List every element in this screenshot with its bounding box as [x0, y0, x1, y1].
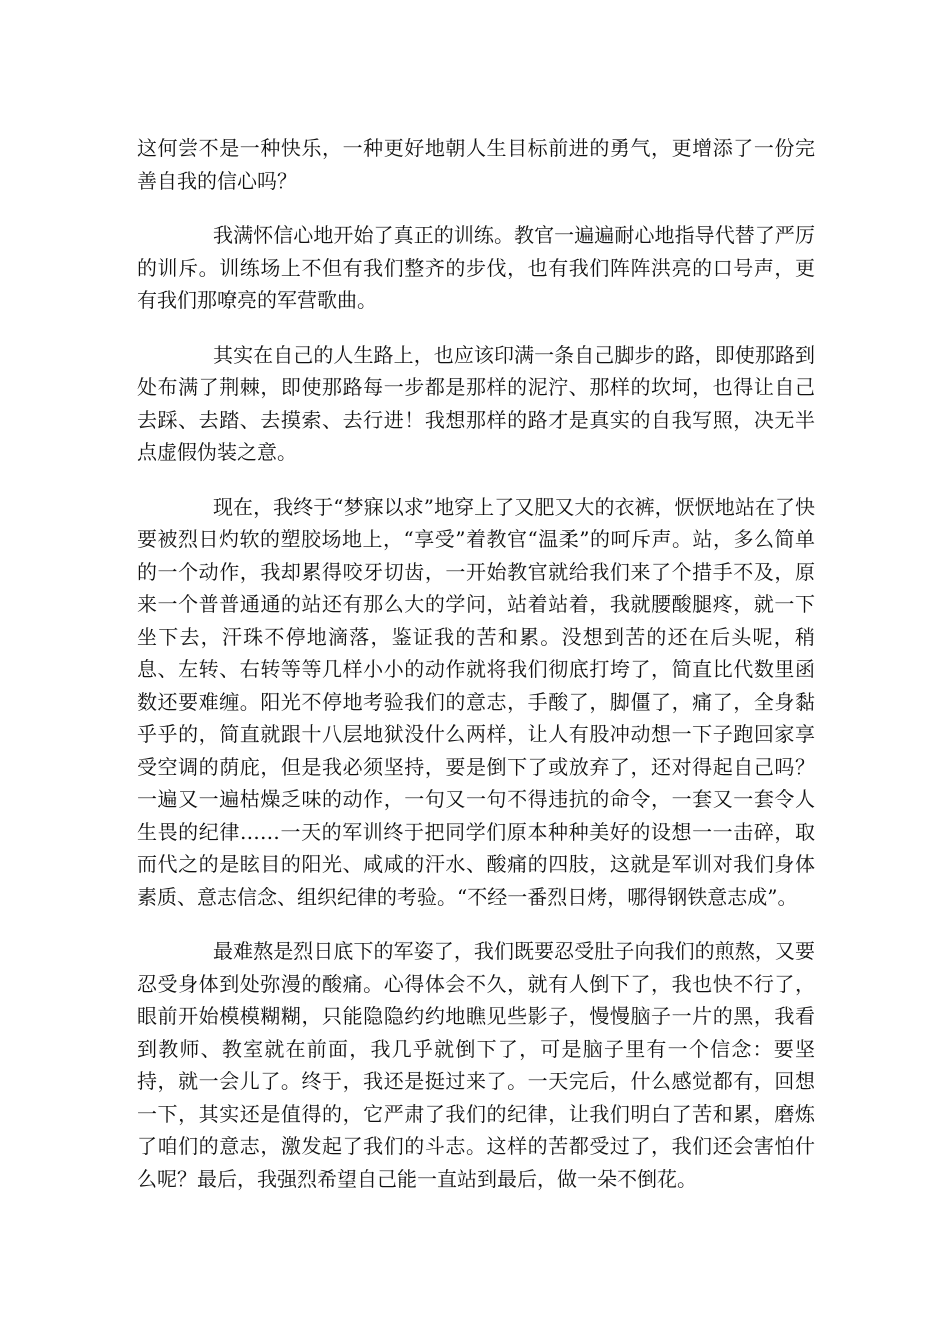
paragraph-3: 其实在自己的人生路上，也应该印满一条自己脚步的路，即使那路到处布满了荆棘，即使那路每一步都是那样的泥泞、那样的坎坷，也得让自己去踩、去踏、去摸索、去行进！我想那样的路才是真实的自我写照，决无半点虚假伪装之意。 — [137, 342, 815, 464]
paragraph-4: 现在，我终于“梦寐以求”地穿上了又肥又大的衣裤，恹恹地站在了快要被烈日灼软的塑胶场地上，“享受”着教官“温柔”的呵斥声。站，多么简单的一个动作，我却累得咬牙切齿，一开始教官就给我们来了个措手不及，原来一个普普通通的站还有那么大的学问，站着站着，我就腰酸腿疼，就一下坐下去，汗珠不停地滴落，鉴证我的苦和累。没想到苦的还在后头呢，稍息、左转、右转等等几样小小的动作就将我们彻底打垮了，简直比代数里函数还要难缠。阳光不停地考验我们的意志，手酸了，脚僵了，痛了，全身黏乎乎的，简直就跟十八层地狱没什么两样，让人有股冲动想一下子跑回家享受空调的荫庇，但是我必须坚持，要是倒下了或放弃了，还对得起自己吗？一遍又一遍枯燥乏味的动作，一句又一句不得违抗的命令，一套又一套令人生畏的纪律……一天的军训终于把同学们原本种种美好的设想一一击碎，取而代之的是眩目的阳光、咸咸的汗水、酸痛的四肢，这就是军训对我们身体素质、意志信念、组织纪律的考验。“不经一番烈日烤，哪得钢铁意志成”。 — [137, 494, 815, 909]
document-page — [137, 132, 815, 1195]
paragraph-2: 我满怀信心地开始了真正的训练。教官一遍遍耐心地指导代替了严厉的训斥。训练场上不但有我们整齐的步伐，也有我们阵阵洪亮的口号声，更有我们那嘹亮的军营歌曲。 — [137, 223, 815, 312]
paragraph-1: 这何尝不是一种快乐，一种更好地朝人生目标前进的勇气，更增添了一份完善自我的信心吗？ — [137, 136, 815, 193]
paragraph-5: 最难熬是烈日底下的军姿了，我们既要忍受肚子向我们的煎熬，又要忍受身体到处弥漫的酸痛。心得体会不久，就有人倒下了，我也快不行了，眼前开始模模糊糊，只能隐隐约约地瞧见些影子，慢慢脑子一片的黑，我看到教师、教室就在前面，我几乎就倒下了，可是脑子里有一个信念：要坚持，就一会儿了。终于，我还是挺过来了。一天完后，什么感觉都有，回想一下，其实还是值得的，它严肃了我们的纪律，让我们明白了苦和累，磨炼了咱们的意志，激发起了我们的斗志。这样的苦都受过了，我们还会害怕什么呢？最后，我强烈希望自己能一直站到最后，做一朵不倒花。 — [137, 939, 815, 1191]
